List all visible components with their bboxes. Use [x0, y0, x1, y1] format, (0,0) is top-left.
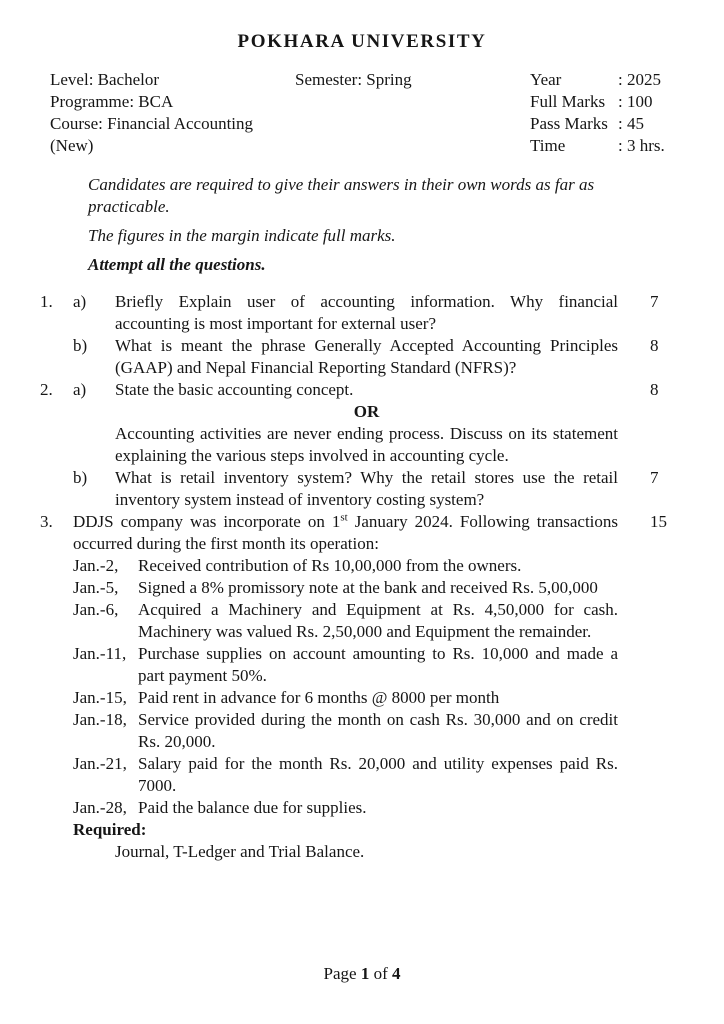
transaction-row [73, 643, 618, 687]
transaction-text: Received contribution of Rs 10,00,000 from the owners. [138, 556, 522, 575]
question-2b-text: What is retail inventory system? Why the retail stores use the retail inventory system instead of inventory costing system? [115, 468, 618, 509]
year-row [530, 69, 684, 91]
transaction-text: Signed a 8% promissory note at the bank and received Rs. 5,00,000 [138, 578, 598, 597]
required-items: Journal, T-Ledger and Trial Balance. [115, 842, 365, 861]
page-title: POKHARA UNIVERSITY [237, 31, 487, 52]
question-3-number: 3. [40, 512, 53, 531]
time-row [530, 135, 684, 157]
transaction-row [73, 709, 618, 753]
question-2-or-text: Accounting activities are never ending process. Discuss on its statement explaining the various steps involved in accounting cycle. [115, 424, 618, 465]
programme-field: Programme: BCA [50, 92, 174, 111]
question-3-body [73, 511, 618, 863]
page-number: Page 1 of 4 [323, 964, 401, 983]
full-marks-row [530, 91, 684, 113]
question-1b-text: What is meant the phrase Generally Accepted Accounting Principles (GAAP) and Nepal Financial Reporting Standard (NFRS)? [115, 336, 618, 377]
pass-marks-row [530, 113, 684, 135]
transaction-date: Jan.-11, [73, 644, 127, 663]
question-1a-row [40, 291, 684, 335]
year-label: Year [530, 70, 562, 89]
transaction-date: Jan.-6, [73, 600, 119, 619]
question-3-row [40, 511, 684, 863]
semester-field: Semester: Spring [295, 70, 412, 89]
question-2-or-row [40, 401, 684, 423]
transaction-row [73, 599, 618, 643]
transaction-date: Jan.-2, [73, 556, 119, 575]
question-2a-letter: a) [73, 380, 87, 399]
time-value: : 3 hrs. [618, 136, 665, 155]
level-field: Level: Bachelor [50, 70, 160, 89]
questions-section [40, 291, 684, 863]
transaction-date: Jan.-28, [73, 798, 127, 817]
instructions-block [88, 174, 660, 276]
transaction-row [73, 687, 618, 709]
transaction-date: Jan.-21, [73, 754, 127, 773]
course-field: Course: Financial Accounting (New) [50, 114, 254, 155]
required-label: Required: [73, 820, 147, 839]
transaction-text: Salary paid for the month Rs. 20,000 and utility expenses paid Rs. 7000. [138, 754, 618, 795]
question-2-number: 2. [40, 380, 53, 399]
instruction-note-2: The figures in the margin indicate full marks. [88, 226, 396, 245]
transaction-date: Jan.-18, [73, 710, 127, 729]
transaction-row [73, 555, 618, 577]
header-left-column [50, 69, 295, 157]
time-label: Time [530, 136, 566, 155]
ordinal-superscript: st [340, 511, 348, 524]
header-right-column [530, 69, 684, 157]
transaction-text: Acquired a Machinery and Equipment at Rs. 4,50,000 for cash. Machinery was valued Rs. 2,50,000 and Equipment the remainder. [138, 600, 618, 641]
transaction-text: Paid rent in advance for 6 months @ 8000 per month [138, 688, 500, 707]
question-1a-marks: 7 [650, 292, 659, 311]
transaction-row [73, 753, 618, 797]
transaction-date: Jan.-15, [73, 688, 127, 707]
year-value: : 2025 [618, 70, 661, 89]
pass-marks-label: Pass Marks [530, 114, 608, 133]
question-2b-marks: 7 [650, 468, 659, 487]
question-2-or-text-row [40, 423, 684, 467]
question-3-intro: DDJS company was incorporate on 1st January 2024. Following transactions occurred during the first month its operation: [73, 511, 619, 553]
transaction-text: Paid the balance due for supplies. [138, 798, 367, 817]
transaction-row [73, 797, 618, 819]
transaction-date: Jan.-5, [73, 578, 119, 597]
question-2a-marks: 8 [650, 380, 659, 399]
question-1a-letter: a) [73, 292, 87, 311]
question-1-number: 1. [40, 292, 53, 311]
question-1b-marks: 8 [650, 336, 659, 355]
transaction-row [73, 577, 618, 599]
question-2b-letter: b) [73, 468, 88, 487]
question-2a-text: State the basic accounting concept. [115, 380, 354, 399]
pass-marks-value: : 45 [618, 114, 644, 133]
transaction-text: Service provided during the month on cash Rs. 30,000 and on credit Rs. 20,000. [138, 710, 618, 751]
instruction-note-1: Candidates are required to give their answers in their own words as far as practicable. [88, 175, 595, 216]
question-3-marks: 15 [650, 512, 667, 531]
full-marks-value: : 100 [618, 92, 653, 111]
question-1b-row [40, 335, 684, 379]
question-2b-row [40, 467, 684, 511]
question-1b-letter: b) [73, 336, 88, 355]
or-label: OR [353, 402, 380, 421]
full-marks-label: Full Marks [530, 92, 606, 111]
question-1a-text: Briefly Explain user of accounting information. Why financial accounting is most important for external user? [115, 292, 618, 333]
question-2a-row [40, 379, 684, 401]
instruction-note-3: Attempt all the questions. [88, 255, 266, 274]
transaction-text: Purchase supplies on account amounting to Rs. 10,000 and made a part payment 50%. [138, 644, 618, 685]
exam-header [50, 69, 684, 157]
